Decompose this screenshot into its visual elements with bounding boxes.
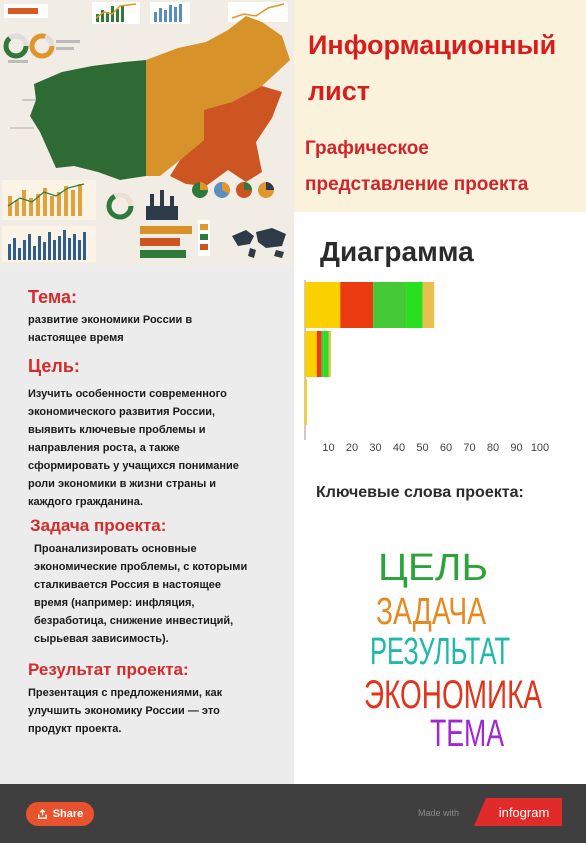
x-tick-label-20: 20 [345, 442, 359, 454]
share-label: Share [52, 808, 84, 820]
share-icon [37, 809, 48, 820]
bar-segment-r1-s1 [305, 282, 340, 328]
info-panel [0, 266, 294, 784]
page-subtitle: Графическое представление проекта [305, 138, 529, 195]
area-chart [2, 180, 96, 220]
x-tick-label-10: 10 [322, 442, 335, 454]
header-panel [294, 0, 586, 212]
page-title: Информационный лист [308, 30, 557, 106]
x-tick-label-40: 40 [392, 442, 406, 454]
result-heading: Результат проекта: [28, 660, 189, 679]
x-tick-label-60: 60 [439, 442, 453, 454]
keyword-cloud [354, 534, 554, 754]
bar-segment-r2-s2 [317, 331, 322, 377]
infogram-logo-link[interactable] [474, 798, 562, 826]
keyword-result: РЕЗУЛЬТАТ [370, 631, 510, 673]
infogram-brand-text: infogram [498, 805, 550, 820]
bar-segment-r1-s4 [406, 282, 422, 328]
keywords-title: Ключевые слова проекта: [316, 484, 524, 501]
chart-title: Диаграмма [320, 236, 474, 267]
keyword-economy: ЭКОНОМИКА [364, 673, 543, 717]
infographic-collage-image [0, 0, 294, 266]
keyword-goal: ЦЕЛЬ [378, 547, 488, 589]
share-button[interactable] [26, 802, 94, 826]
bar-segment-r2-s1 [305, 331, 317, 377]
topic-heading: Тема: [28, 287, 77, 307]
result-text: Презентация с предложениями, как улучшить экономику России — это продукт проекта. [28, 687, 223, 735]
x-tick-label-100: 100 [530, 442, 550, 454]
bar-segment-r1-s2 [340, 282, 373, 328]
bar-chart-bottom [2, 226, 96, 262]
x-tick-label-30: 30 [369, 442, 382, 454]
bar-segment-r3-s1 [305, 379, 307, 425]
bar-segment-r1-s3 [373, 282, 406, 328]
x-tick-label-50: 50 [416, 442, 429, 454]
bar-segment-r1-s5 [423, 282, 435, 328]
x-axis-ticks [322, 442, 549, 454]
goal-heading: Цель: [28, 356, 80, 376]
task-text: Проанализировать основные экономические проблемы, с которыми сталкивается Россия в настоящее время (например: инфляция, безработица, снижение инвестиций, сырьевая зависимость). [34, 543, 248, 645]
bar-segment-r2-s4 [324, 331, 329, 377]
keyword-topic: ТЕМА [430, 713, 505, 755]
collage-graphic [0, 0, 294, 266]
bar-segment-r2-s5 [329, 331, 331, 377]
chart-panel [294, 212, 586, 784]
x-tick-label-90: 90 [510, 442, 523, 454]
footer-bar [0, 784, 586, 843]
bar-series-group [305, 282, 434, 425]
x-tick-label-70: 70 [463, 442, 476, 454]
x-tick-label-80: 80 [486, 442, 500, 454]
topic-text: развитие экономики России в настоящее время [28, 314, 193, 344]
bar-chart [294, 270, 586, 460]
goal-text: Изучить особенности современного экономического развития России, выявить ключевые проблемы и направления роста, а также сформировать у учащихся понимание роли экономики в жизни страны и каждого гражданина. [28, 388, 239, 508]
task-heading: Задача проекта: [30, 516, 167, 535]
bar-segment-r2-s3 [321, 331, 323, 377]
made-with-text: Made with [418, 808, 460, 818]
keyword-task: ЗАДАЧА [376, 591, 487, 633]
